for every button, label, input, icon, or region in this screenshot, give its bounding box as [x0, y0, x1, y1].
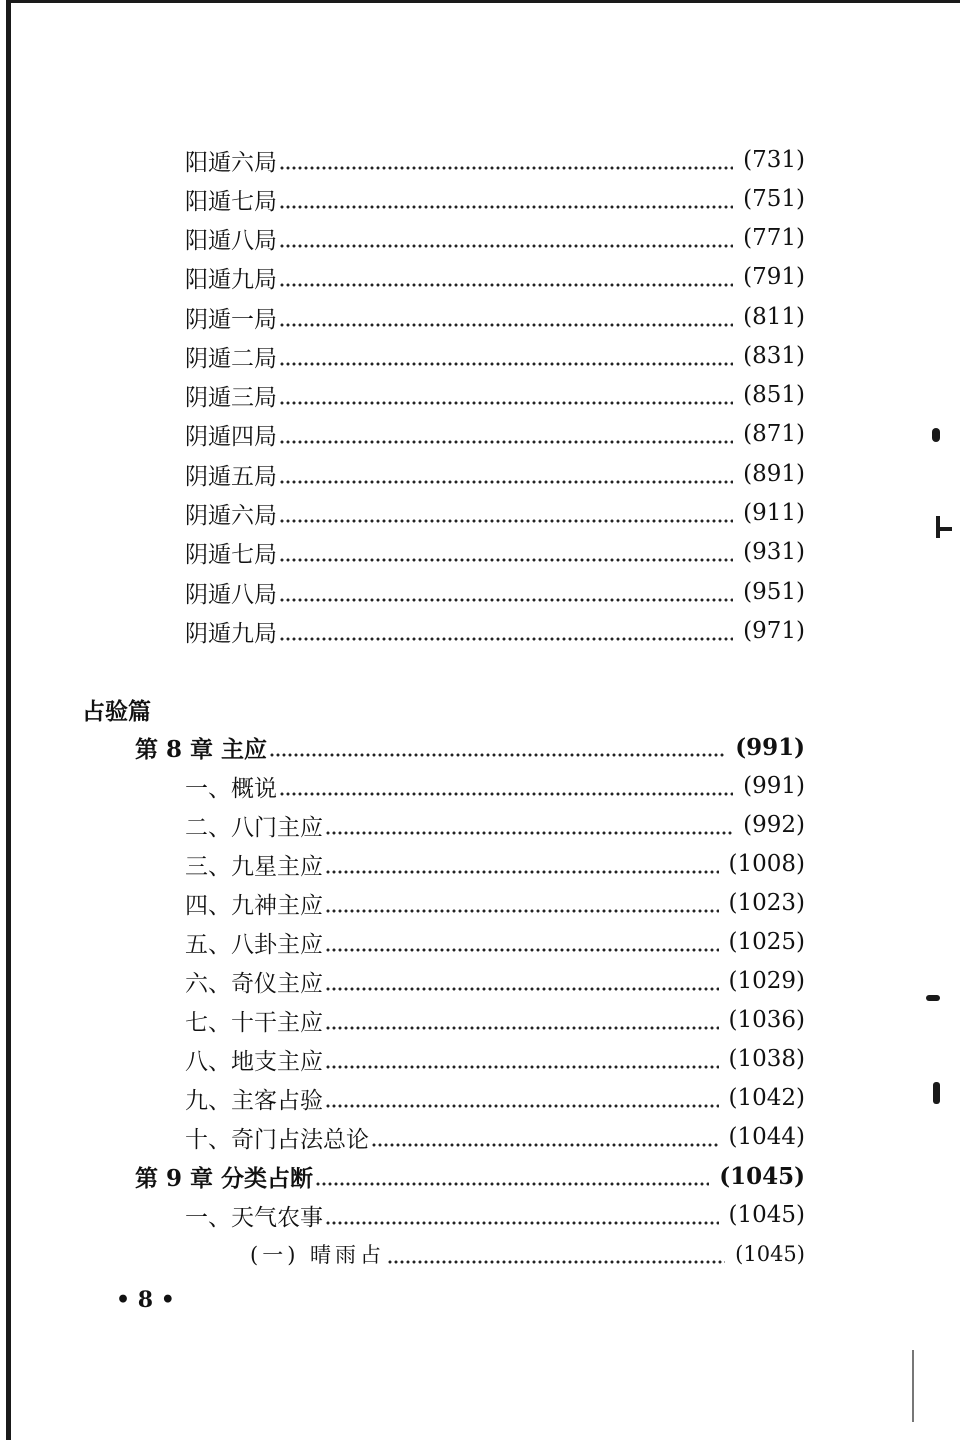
section-title: 占验篇	[82, 698, 151, 725]
toc-entry	[185, 222, 805, 254]
toc-entry-label: 阳遁九局	[185, 266, 277, 293]
toc-entry-page: (771)	[743, 225, 805, 251]
toc-entry-page: (751)	[743, 186, 805, 212]
dot-leader	[279, 770, 733, 802]
toc-entry-page: (831)	[743, 343, 805, 369]
dot-leader	[279, 497, 733, 529]
toc-entry-page: (1044)	[728, 1124, 805, 1150]
toc-entry	[185, 1121, 805, 1153]
toc-entry	[185, 183, 805, 215]
toc-entry-label: 九、主客占验	[185, 1087, 323, 1114]
toc-entry-label: 阴遁五局	[185, 463, 277, 490]
chapter-page: (1045)	[719, 1162, 805, 1190]
dot-leader	[279, 615, 733, 647]
toc-entry-page: (1029)	[728, 968, 805, 994]
dot-leader	[279, 261, 733, 293]
toc-entry-page: (1045)	[728, 1202, 805, 1228]
scan-speck	[936, 527, 952, 531]
dot-leader	[279, 379, 733, 411]
dot-leader	[279, 340, 733, 372]
toc-entry	[185, 340, 805, 372]
toc-entry-page: (1038)	[728, 1046, 805, 1072]
toc-entry-page: (1036)	[728, 1007, 805, 1033]
scan-speck	[933, 1082, 940, 1104]
toc-entry	[185, 770, 805, 802]
scan-speck	[926, 995, 940, 1001]
toc-entry-label: 七、十干主应	[185, 1009, 323, 1036]
page-border-left	[6, 0, 11, 1440]
toc-entry-label: 一、天气农事	[185, 1204, 323, 1231]
toc-entry	[185, 536, 805, 568]
toc-entry-page: (731)	[743, 147, 805, 173]
dot-leader	[325, 1004, 719, 1036]
toc-entry-label: 阴遁四局	[185, 423, 277, 450]
toc-entry-label: 阴遁六局	[185, 502, 277, 529]
toc-entry-label: 阴遁一局	[185, 306, 277, 333]
toc-entry-page: (1008)	[728, 851, 805, 877]
toc-entry	[185, 379, 805, 411]
toc-entry	[185, 418, 805, 450]
toc-entry-label: 阳遁七局	[185, 188, 277, 215]
dot-leader	[325, 926, 719, 958]
toc-entry	[185, 576, 805, 608]
dot-leader	[269, 731, 725, 763]
toc-entry-page: (971)	[743, 618, 805, 644]
dot-leader	[387, 1238, 725, 1270]
toc-entry	[185, 887, 805, 919]
toc-entry-label: 一、概说	[185, 775, 277, 802]
chapter-heading	[135, 1160, 805, 1192]
toc-entry-label: 阳遁八局	[185, 227, 277, 254]
dot-leader	[325, 1082, 719, 1114]
toc-entry	[185, 497, 805, 529]
dot-leader	[325, 965, 719, 997]
toc-entry-label: 阳遁六局	[185, 149, 277, 176]
toc-entry	[185, 261, 805, 293]
toc-subentry-page: (1045)	[735, 1242, 805, 1266]
toc-entry-label: 十、奇门占法总论	[185, 1126, 369, 1153]
dot-leader	[279, 458, 733, 490]
toc-entry-page: (811)	[743, 304, 805, 330]
toc-entry-label: 六、奇仪主应	[185, 970, 323, 997]
toc-entry-label: 阴遁二局	[185, 345, 277, 372]
toc-entry-page: (1042)	[728, 1085, 805, 1111]
chapter-heading	[135, 731, 805, 763]
toc-entry	[185, 848, 805, 880]
dot-leader	[279, 418, 733, 450]
chapter-label: 第 9 章 分类占断	[135, 1164, 314, 1192]
toc-entry-label: 阴遁九局	[185, 620, 277, 647]
toc-entry-label: 四、九神主应	[185, 892, 323, 919]
toc-entry-page: (1025)	[728, 929, 805, 955]
dot-leader	[279, 144, 733, 176]
chapter-label: 第 8 章 主应	[135, 735, 268, 763]
toc-entry-page: (951)	[743, 579, 805, 605]
toc-entry-label: 八、地支主应	[185, 1048, 323, 1075]
scan-speck	[912, 1350, 914, 1422]
toc-entry-label: 阴遁七局	[185, 541, 277, 568]
toc-entry	[185, 1199, 805, 1231]
toc-entry-page: (991)	[743, 773, 805, 799]
toc-entry-page: (791)	[743, 264, 805, 290]
dot-leader	[279, 576, 733, 608]
page-number: • 8 •	[116, 1287, 175, 1313]
dot-leader	[325, 848, 719, 880]
chapter-page: (991)	[735, 733, 805, 761]
toc-entry-page: (992)	[743, 812, 805, 838]
toc-entry-label: 三、九星主应	[185, 853, 323, 880]
toc-entry-label: 阴遁八局	[185, 581, 277, 608]
toc-entry-label: 二、八门主应	[185, 814, 323, 841]
toc-entry	[185, 144, 805, 176]
toc-entry	[185, 615, 805, 647]
toc-entry	[185, 965, 805, 997]
toc-entry-label: 阴遁三局	[185, 384, 277, 411]
page-border-top	[6, 0, 960, 3]
dot-leader	[371, 1121, 719, 1153]
toc-entry	[185, 301, 805, 333]
toc-entry-label: 五、八卦主应	[185, 931, 323, 958]
dot-leader	[325, 887, 719, 919]
toc-subentry-label: (一) 晴雨占	[250, 1243, 386, 1267]
toc-entry	[185, 809, 805, 841]
dot-leader	[279, 301, 733, 333]
toc-entry	[185, 1043, 805, 1075]
toc-entry	[185, 926, 805, 958]
toc-entry	[185, 1082, 805, 1114]
toc-entry-page: (891)	[743, 461, 805, 487]
dot-leader	[325, 1043, 719, 1075]
dot-leader	[279, 536, 733, 568]
dot-leader	[325, 809, 733, 841]
toc-entry	[185, 1004, 805, 1036]
toc-entry-page: (931)	[743, 539, 805, 565]
toc-entry-page: (871)	[743, 421, 805, 447]
toc-subentry	[250, 1238, 805, 1270]
dot-leader	[325, 1199, 719, 1231]
toc-entry-page: (1023)	[728, 890, 805, 916]
dot-leader	[315, 1160, 709, 1192]
scan-speck	[932, 428, 940, 442]
toc-entry-page: (911)	[743, 500, 805, 526]
toc-entry-page: (851)	[743, 382, 805, 408]
toc-entry	[185, 458, 805, 490]
dot-leader	[279, 222, 733, 254]
dot-leader	[279, 183, 733, 215]
